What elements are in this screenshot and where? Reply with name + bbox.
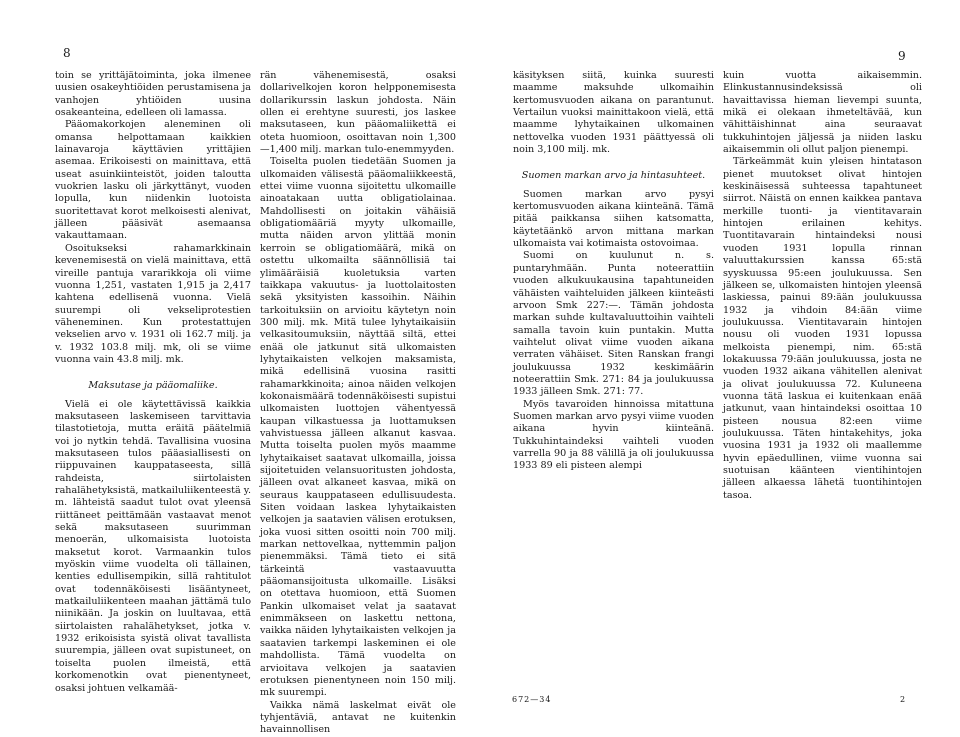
paragraph: toin se yrittäjätoiminta, joka ilmenee uusien osakeyhtiöiden perustamisena ja vanhojen yhtiöiden uusina osakeanteina, edelleen oli lamassa. [55, 70, 251, 119]
paragraph: Vielä ei ole käytettävissä kaikkia maksutaseen laskemiseen tarvittavia tilastotietoja, mutta eräitä päätelmiä voi jo nytkin tehdä. Tavallisina vuosina maksutaseen tulos pääasiallisesti on riippuvainen kauppataseesta, sillä rahdeista, siirtolaisten rahalähetyksistä, matkailuliikenteestä y. m. lähteistä saadut tulot ovat yleensä riittäneet peittämään vastaavat menot sekä maksutaseen suurimman menoerän, ulkomaisista luotoista maksetut korot. Varmaankin tulos myöskin viime vuodelta oli tällainen, kenties edullisempikin, sillä rahtitulot ovat todennäköisesti lisääntyneet, matkailuliikenteen maahan jättämä tulo niinikään. Ja joskin on luultavaa, että siirtolaisten rahalähetykset, jotka v. 1932 erikoisista syistä olivat tavallista suurempia, jälleen ovat supistuneet, on toiselta puolen ilmeistä, että korkomenotkin ovat pienentyneet, osaksi johtuen velkamää- [55, 398, 251, 694]
paragraph: Vaikka nämä laskelmat eivät ole tyhjentäviä, antavat ne kuitenkin havainnollisen [260, 699, 456, 736]
print-code: 672—34 [512, 695, 552, 704]
paragraph: kuin vuotta aikaisemmin. Elinkustannusindeksissä oli havaittavissa hieman lievempi suunta, mikä ei olekaan ihmeteltävää, kun vähittäishinnat aina seuraavat tukkuhintojen jäljessä ja niiden lasku aikaisemmin oli ollut paljon pienempi. [723, 70, 922, 156]
paragraph: Myös tavaroiden hinnoissa mitattuna Suomen markan arvo pysyi viime vuoden aikana hyvin kiinteänä. Tukkuhintaindeksi vaihteli vuoden varrella 90 ja 88 välillä ja oli joulukuussa 1933 89 eli pisteen alempi [513, 398, 714, 472]
left-page-number: 8 [63, 46, 71, 60]
column-2 [260, 70, 456, 737]
paragraph: Suomi on kuulunut n. s. puntaryhmään. Punta noteerattiin vuoden alkukuukausina tapahtuneiden vähäisten vaihteluiden jälkeen kiinteästi arvoon Smk 227:—. Tämän johdosta markan suhde kultavaluuttoihin vaihteli samalla tavoin kuin puntakin. Mutta vaihtelut olivat viime vuoden aikana verraten vähäiset. Siten Ranskan frangi joulukuussa 1932 keskimäärin noteerattiin Smk. 271: 84 ja joulukuussa 1933 jälleen Smk. 271: 77. [513, 250, 714, 398]
paragraph: Osoitukseksi rahamarkkinain kevenemisestä on vielä mainittava, että vireille pantuja vararikkoja oli viime vuonna 1,251, vastaten 1,915 ja 2,417 kahtena edellisenä vuonna. Vielä suurempi oli vekseliprotestien väheneminen. Kun protestattujen vekselien arvo v. 1931 oli 162.7 milj. ja v. 1932 103.8 milj. mk, oli se viime vuonna vain 43.8 milj. mk. [55, 242, 251, 365]
column-4 [723, 70, 922, 502]
column-1 [55, 70, 251, 695]
signature-mark: 2 [900, 695, 907, 704]
paragraph: Toiselta puolen tiedetään Suomen ja ulkomaiden välisestä pääomaliikkeestä, ettei viime vuonna sijoitettu ulkomaille ainoatakaan uutta obligatiolainaa. Mahdollisesti on joitakin vähäisiä obligatiomääriä myyty ulkomaille, mutta näiden arvon ylittää monin kerroin se obligatiomäärä, mikä on ostettu ulkomailta säännöllisiä tai ylimääräisiä kuoletuksia varten taikkapa vakuutus- ja luottolaitosten sekä yksityisten kassoihin. Näihin tarkoituksiin on arvioitu käytetyn noin 300 milj. mk. Mitä tulee lyhytaikaisiin velkasitoumuksiin, näyttää siltä, ettei enää ole jatkunut sitä ulkomaisten lyhytaikaisten velkojen maksamista, mikä edellisinä vuosina rasitti rahamarkkinoita; ainoa näiden velkojen kokonaismäärä todennäköisesti supistui ulkomaisten luottojen vähentyessä kaupan vilkastuessa ja luottamuksen vahvistuessa jälleen alkanut kasvaa. Mutta toiselta puolen myös maamme lyhytaikaiset saatavat ulkomailla, joissa sijoitetuiden velansuoritusten johdosta, jälleen ovat alkaneet kasvaa, mikä on seuraus kauppataseen edullisuudesta. Siten voidaan laskea lyhytaikaisten velkojen ja saatavien välisen erotuksen, joka vuosi sitten osoitti noin 700 milj. markan nettovelkaa, nyttemmin paljon pienemmäksi. Tämä tieto ei sitä tärkeintä vastaavuutta pääomansijoitusta ulkomaille. Lisäksi on otettava huomioon, että Suomen Pankin ulkomaiset velat ja saatavat enimmäkseen on laskettu nettona, vaikka näiden lyhytaikaisten velkojen ja saatavien tarkempi laskeminen ei ole mahdollista. Tämä vuodelta on arvioitava velkojen ja saatavien erotuksen pienentyneen noin 150 milj. mk suurempi. [260, 156, 456, 699]
right-page-number: 9 [898, 49, 906, 63]
paragraph: Tärkeämmät kuin yleisen hintatason pienet muutokset olivat hintojen keskinäisessä suhteessa tapahtuneet siirrot. Näistä on ennen kaikkea pantava merkille tuonti- ja vientitavarain hintojen erilainen kehitys. Tuontitavarain hintaindeksi nousi vuoden 1931 lopulla rinnan valuuttakurssien kanssa 65:stä syyskuussa 95:een joulukuussa. Sen jälkeen se, ulkomaisten hintojen yleensä laskiessa, painui 89:ään joulukuussa 1932 ja vihdoin 84:ään viime joulukuussa. Vientitavarain hintojen nousu oli vuoden 1931 lopussa melkoista pienempi, nim. 65:stä lokakuussa 79:ään joulukuussa, josta ne vuoden 1932 aikana vähitellen alenivat ja olivat joulukuussa 72. Kuluneena vuonna tätä laskua ei kuitenkaan enää jatkunut, vaan hintaindeksi osoittaa 10 pisteen nousua 82:een viime joulukuussa. Täten hintakehitys, joka vuosina 1931 ja 1932 oli maallemme hyvin epäedullinen, viime vuonna sai suotuisan käänteen vientihintojen jälleen alkaessa lähetä tuontihintojen tasoa. [723, 156, 922, 501]
column-3 [513, 70, 714, 473]
paragraph: Pääomakorkojen aleneminen oli omansa helpottamaan kaikkien lainavaroja käyttävien yrittäjien asemaa. Erikoisesti on mainittava, että useat asuinkiinteistöt, joiden taloutta vuokrien lasku oli järkyttänyt, vuoden lopulla, kun niidenkin luotoista suoritettavat korot melkoisesti alenivat, jälleen pääsivät asemaansa vakauttamaan. [55, 119, 251, 242]
paragraph: rän vähenemisestä, osaksi dollarivelkojen koron helpponemisesta dollarikurssin laskun johdosta. Näin ollen ei erehtyne suuresti, jos laskee maksutaseen, kun pääomaliikettä ei oteta huomioon, osoittavan noin 1,300—1,400 milj. markan tulo-enemmyyden. [260, 70, 456, 156]
paragraph: käsityksen siitä, kuinka suuresti maamme maksuhde ulkomaihin kertomusvuoden aikana on parantunut. Vertailun vuoksi mainittakoon vielä, että maamme lyhytaikainen ulkomainen nettovelka vuoden 1931 päättyessä oli noin 3,100 milj. mk. [513, 70, 714, 156]
paragraph: Suomen markan arvo pysyi kertomusvuoden aikana kiinteänä. Tämä pitää paikkansa siihen katsomatta, käytetäänkö arvon mittana markan ulkomaista vai kotimaista ostovoimaa. [513, 188, 714, 250]
section-heading: Maksutase ja pääomaliike. [88, 380, 218, 392]
section-heading: Suomen markan arvo ja hintasuhteet. [521, 170, 706, 182]
